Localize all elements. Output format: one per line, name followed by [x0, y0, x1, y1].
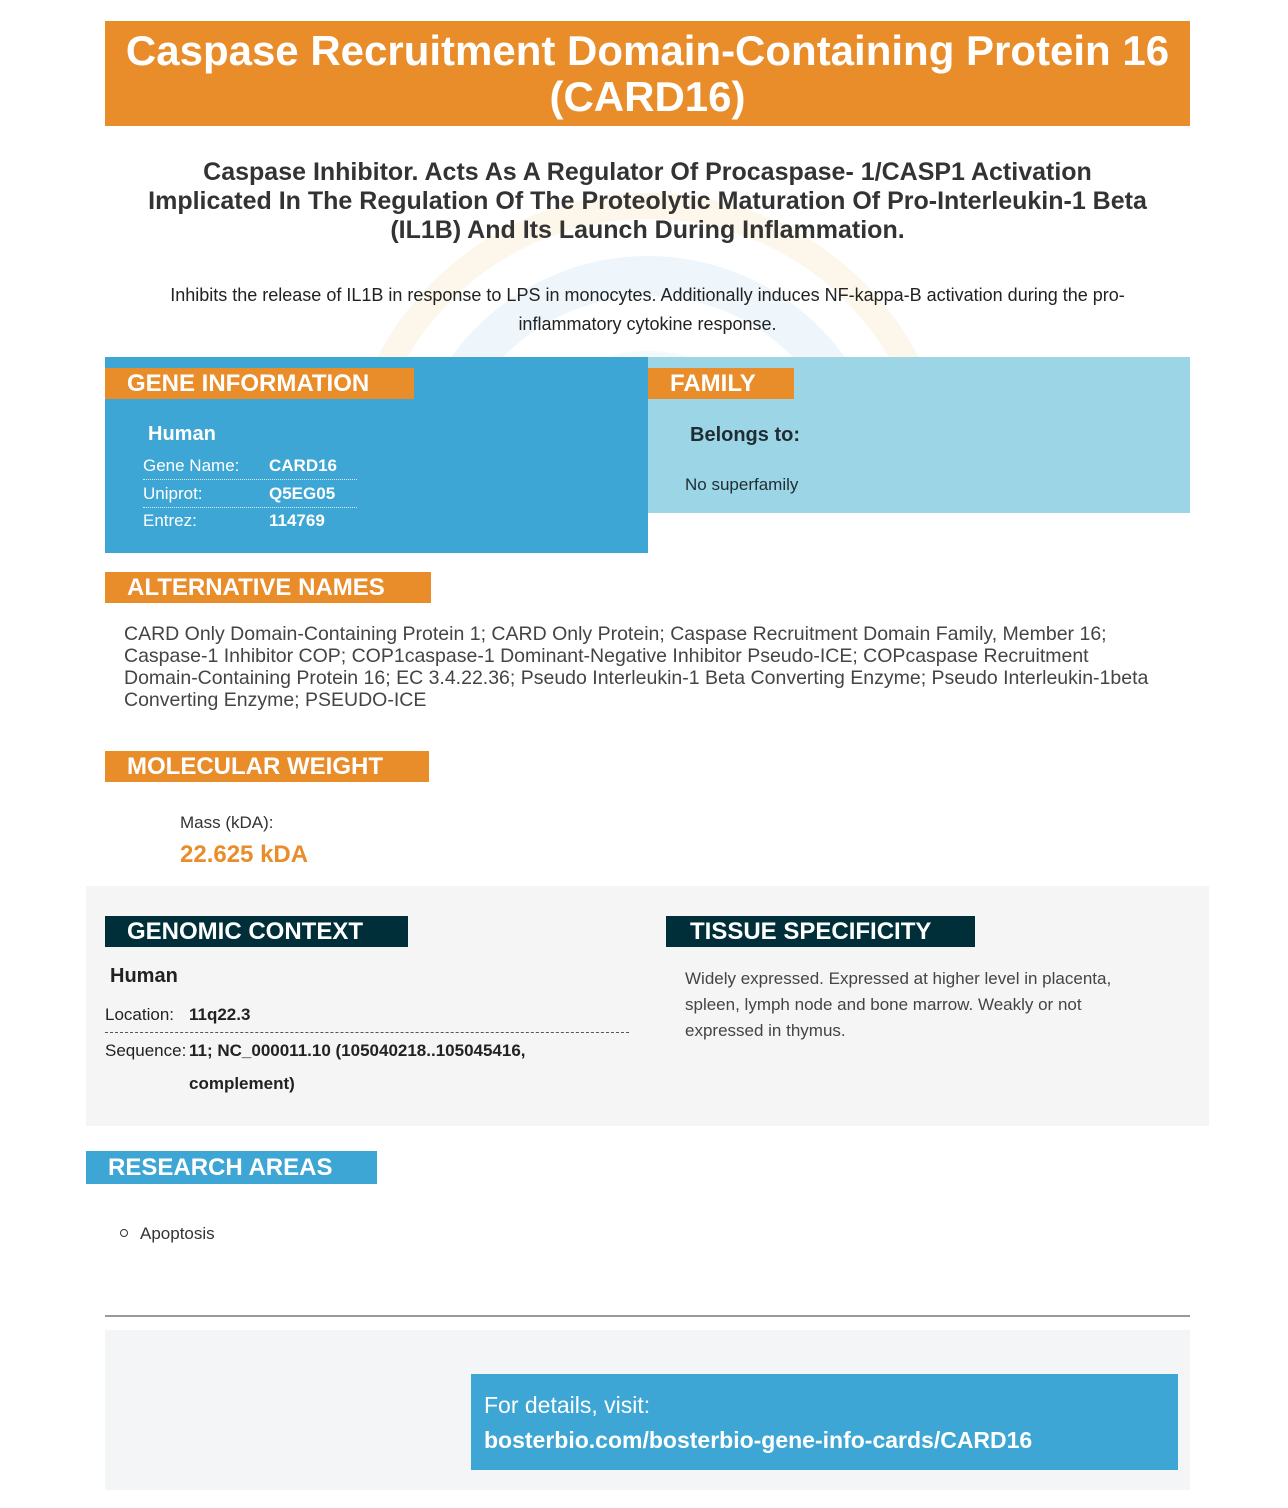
uniprot-label: Uniprot: — [143, 484, 203, 503]
sequence-row — [105, 1041, 629, 1101]
family-heading: FAMILY — [648, 368, 794, 399]
uniprot-row — [143, 481, 357, 508]
protein-function-heading: Caspase Inhibitor. Acts As A Regulator Of Procaspase- 1/CASP1 Activation Implicated In The Regulation Of The Proteolytic Maturation Of Pro-Interleukin-1 Beta (IL1B) And Its Launch During Inflammation. — [148, 158, 1147, 244]
sequence-value-line2: complement) — [189, 1074, 295, 1093]
superfamily-value: No superfamily — [685, 475, 799, 494]
protein-summary: Inhibits the release of IL1B in response to LPS in monocytes. Additionally induces NF-kappa-B activation during the pro-inflammatory cytokine response. — [170, 285, 1125, 334]
uniprot-value: Q5EG05 — [269, 484, 336, 503]
genomic-context-heading: GENOMIC CONTEXT — [105, 916, 408, 947]
research-area-item — [120, 1224, 215, 1244]
sequence-label: Sequence: — [105, 1041, 187, 1060]
tissue-specificity-heading: TISSUE SPECIFICITY — [666, 916, 975, 947]
location-label: Location: — [105, 1005, 174, 1024]
page-title: Caspase Recruitment Domain-Containing Protein 16 (CARD16) — [105, 21, 1190, 126]
mass-label: Mass (kDA): — [180, 813, 274, 832]
tissue-specificity-text: Widely expressed. Expressed at higher level in placenta, spleen, lymph node and bone marrow. Weakly or not expressed in thymus. — [685, 969, 1112, 1040]
entrez-value: 114769 — [269, 511, 325, 530]
details-box — [471, 1374, 1178, 1470]
genomic-species: Human — [110, 965, 178, 987]
location-row — [105, 1005, 629, 1031]
genomic-divider — [105, 1032, 629, 1033]
gene-name-value: CARD16 — [269, 456, 338, 475]
details-lead: For details, visit: — [484, 1392, 651, 1418]
belongs-to-label: Belongs to: — [690, 424, 800, 446]
sequence-value-line1: 11; NC_000011.10 (105040218..105045416, — [189, 1041, 526, 1060]
mass-value: 22.625 kDA — [180, 841, 309, 868]
gene-name-label: Gene Name: — [143, 456, 240, 475]
bullet-icon — [120, 1229, 128, 1237]
gene-information-heading: GENE INFORMATION — [105, 368, 414, 399]
alternative-names-heading: ALTERNATIVE NAMES — [105, 572, 431, 603]
molecular-weight-heading: MOLECULAR WEIGHT — [105, 751, 429, 782]
gene-species: Human — [148, 423, 216, 445]
gene-name-row — [143, 453, 357, 480]
entrez-label: Entrez: — [143, 511, 197, 530]
research-areas-heading: RESEARCH AREAS — [86, 1151, 377, 1184]
footer-divider — [105, 1315, 1190, 1317]
entrez-row — [143, 508, 357, 535]
details-link[interactable]: bosterbio.com/bosterbio-gene-info-cards/CARD16 — [484, 1427, 1033, 1453]
alternative-names-text: CARD Only Domain-Containing Protein 1; CARD Only Protein; Caspase Recruitment Domain Family, Member 16; Caspase-1 Inhibitor COP; COP1caspase-1 Dominant-Negative Inhibitor Pseudo-ICE; COPcaspase Recruitment Domain-Containing Protein 16; EC 3.4.22.36; Pseudo Interleukin-1 Beta Converting Enzyme; Pseudo Interleukin-1beta Converting Enzyme; PSEUDO-ICE — [124, 623, 1149, 711]
location-value: 11q22.3 — [189, 1005, 251, 1024]
research-area-label: Apoptosis — [140, 1224, 215, 1243]
